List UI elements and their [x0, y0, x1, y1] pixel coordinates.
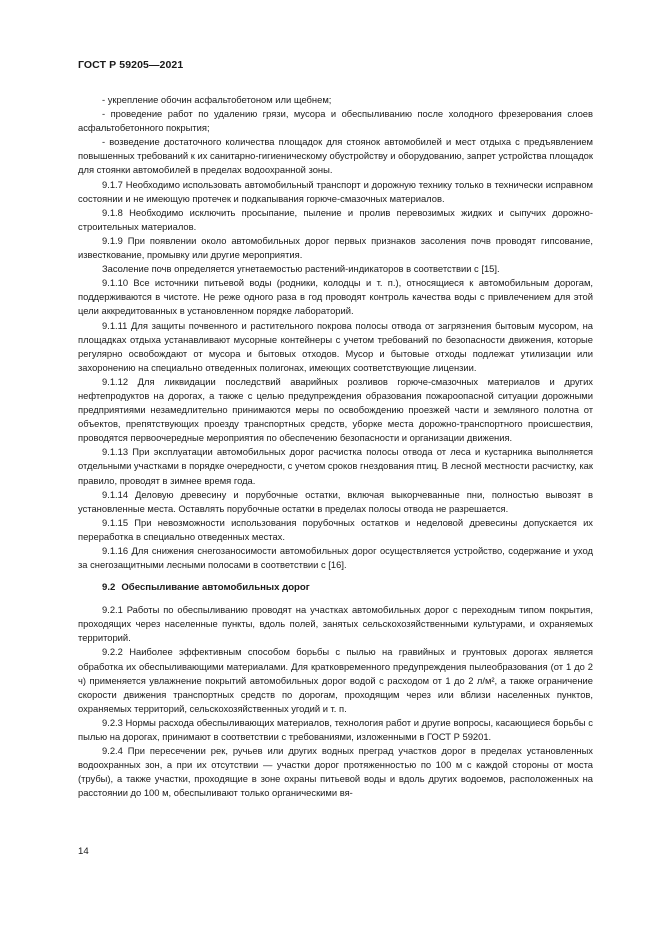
- document-body: [78, 93, 593, 801]
- paragraph: 9.1.14 Деловую древесину и порубочные остатки, включая выкорчеванные пни, полностью вывозят в установленные места. Оставлять порубочные остатки в пределах полосы отвода не разрешается.: [78, 488, 593, 514]
- paragraph: 9.2.3 Нормы расхода обеспыливающих материалов, технология работ и другие вопросы, касающиеся борьбы с пылью на дорогах, принимают в соответствии с требованиями, изложенными в ГОСТ Р 59201.: [78, 716, 593, 743]
- paragraph: 9.1.13 При эксплуатации автомобильных дорог расчистка полосы отвода от леса и кустарника выполняется отдельными участками в порядке очередности, с учетом сроков гнездования птиц. В лесной местности расчистку, как правило, проводят в зимнее время года.: [78, 446, 593, 486]
- paragraph: 9.1.16 Для снижения снегозаносимости автомобильных дорог осуществляется устройство, содержание и уход за снегозащитными лесными полосами в соответствии с [16].: [78, 545, 593, 571]
- paragraph: - проведение работ по удалению грязи, мусора и обеспыливанию после холодного фрезерования слоев асфальтобетонного покрытия;: [78, 108, 593, 134]
- paragraph: 9.2.1 Работы по обеспыливанию проводят на участках автомобильных дорог с переходным типом покрытия, проходящих через населенные пункты, вдоль полей, занятых сельскохозяйственными культурами, и охраняемых территорий.: [78, 604, 593, 644]
- paragraph: 9.1.15 При невозможности использования порубочных остатков и неделовой древесины допускается их переработка в специально отведенных местах.: [78, 516, 593, 542]
- paragraph: 9.1.8 Необходимо исключить просыпание, пыление и пролив перевозимых жидких и сыпучих дорожно-строительных материалов.: [78, 206, 593, 232]
- paragraph: Засоление почв определяется угнетаемостью растений-индикаторов в соответствии с [15].: [102, 263, 500, 275]
- paragraph: 9.2.2 Наиболее эффективным способом борьбы с пылью на гравийных и грунтовых дорогах является обработка их обеспыливающими материалами. Для кратковременного предупреждения пылеобразования (от 1 до 2 ч) применяется увлажнение покрытий автомобильных дорог водой с расходом от 1 до 2 л/м², а также ограничение скорости движения транспортных средств по дорогам, проходящим через или вблизи населенных пунктов, охраняемых территорий, сельскохозяйственных угодий и т. п.: [78, 646, 593, 714]
- paragraph: 9.1.9 При появлении около автомобильных дорог первых признаков засоления почв проводят гипсование, известкование, промывку или другие мероприятия.: [78, 234, 593, 261]
- paragraph: - укрепление обочин асфальтобетоном или щебнем;: [102, 94, 332, 105]
- section-title: Обеспыливание автомобильных дорог: [121, 582, 310, 594]
- section-heading: [78, 581, 593, 595]
- page-number: 14: [78, 846, 89, 857]
- paragraph: 9.1.11 Для защиты почвенного и растительного покрова полосы отвода от загрязнения бытовым мусором, на площадках отдыха устанавливают мусорные контейнеры с учетом требований по безопасности движения, которые регулярно освобождают от мусора и бытовых отходов. Мусор и бытовые отходы подлежат утилизации или захоронению на специально отведенных полигонах, имеющих соответствующие лицензии.: [78, 319, 593, 373]
- section-number: 9.2: [102, 582, 116, 594]
- paragraph: 9.1.10 Все источники питьевой воды (родники, колодцы и т. п.), относящиеся к автомобильным дорогам, поддерживаются в чистоте. Не реже одного раза в год проводят контроль качества воды с привлечением для этой цели аккредитованных в установленном порядке лабораторий.: [78, 277, 593, 317]
- paragraph: 9.1.12 Для ликвидации последствий аварийных розливов горюче-смазочных материалов и других нефтепродуктов на дорогах, а также с целью предупреждения образования пожароопасной ситуации дорожными предприятиями незамедлительно принимаются меры по освобождению проезжей части и земляного полотна от объектов, препятствующих проезду транспортных средств, уборке места дорожно-транспортного происшествия, проводятся первоочередные мероприятия по обеспечению безопасности и организации движения.: [78, 375, 593, 444]
- document-header: ГОСТ Р 59205—2021: [78, 59, 184, 71]
- paragraph: 9.1.7 Необходимо использовать автомобильный транспорт и дорожную технику только в технически исправном состоянии и не имеющую протечек и подкапывания горюче-смазочных материалов.: [78, 178, 593, 204]
- paragraph: - возведение достаточного количества площадок для стоянок автомобилей и мест отдыха с предъявлением повышенных требований к их санитарно-гигиеническому обустройству и оборудованию, запрет устройства площадок для стоянки автомобилей в пределах водоохранной зоны.: [78, 136, 593, 176]
- paragraph: 9.2.4 При пересечении рек, ручьев или других водных преград участков дорог в пределах установленных водоохранных зон, а при их отсутствии — участки дорог протяженностью по 100 м с каждой стороны от моста (трубы), а также участки, проходящие в зоне охраны питьевой воды и вдоль других водоемов, расположенных на расстоянии до 100 м, обеспыливают только органическими вя-: [78, 745, 593, 799]
